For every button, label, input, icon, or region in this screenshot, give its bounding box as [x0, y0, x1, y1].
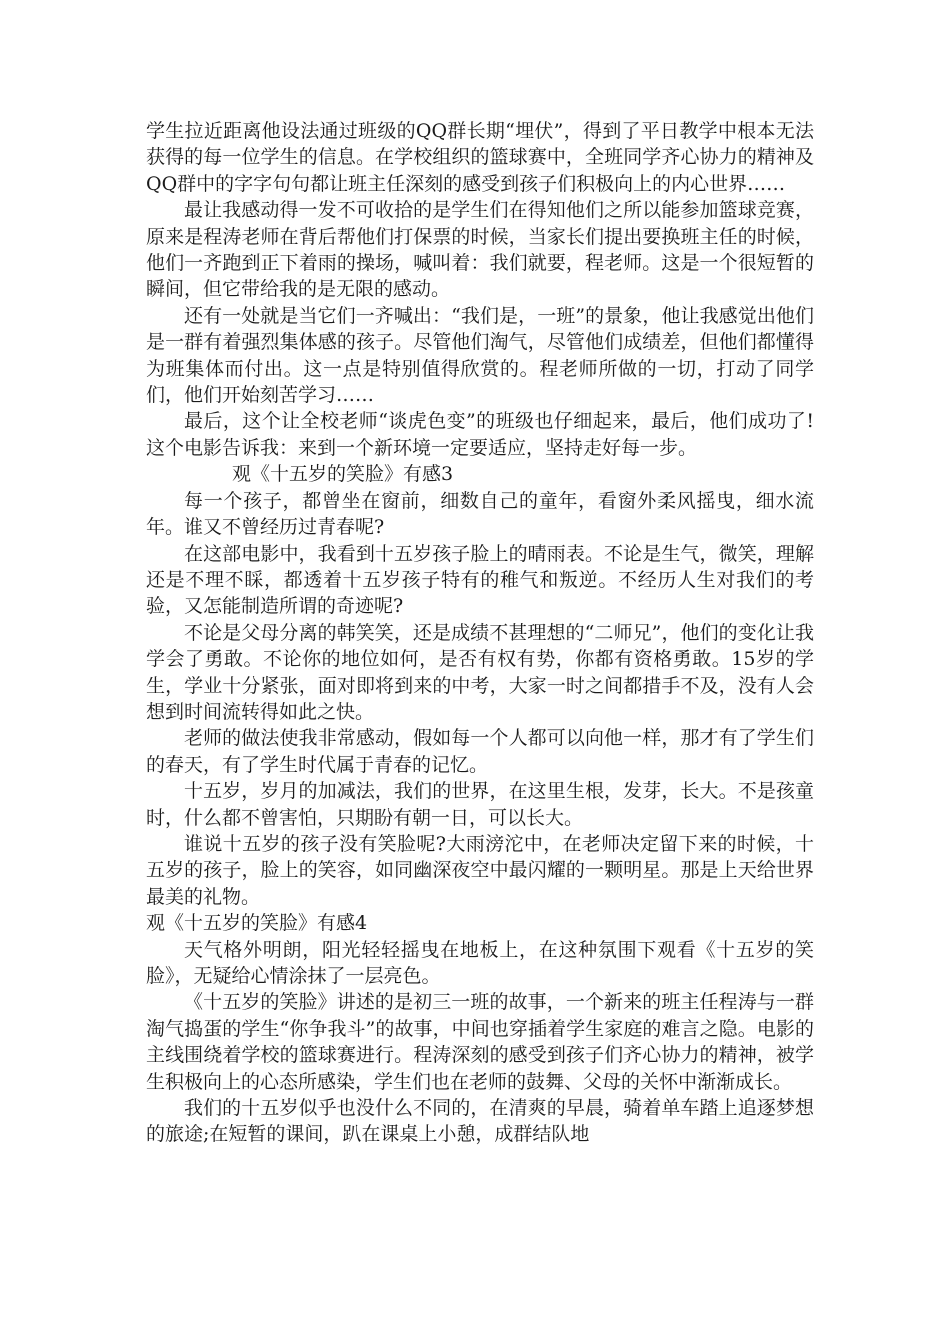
- paragraph: 在这部电影中，我看到十五岁孩子脸上的晴雨表。不论是生气，微笑，理解还是不理不睬，都透着十五岁孩子特有的稚气和叛逆。不经历人生对我们的考验，又怎能制造所谓的奇迹呢?: [146, 542, 814, 618]
- paragraph: 谁说十五岁的孩子没有笑脸呢?大雨滂沱中，在老师决定留下来的时候，十五岁的孩子，脸上的笑容，如同幽深夜空中最闪耀的一颗明星。那是上天给世界最美的礼物。: [146, 832, 814, 908]
- paragraph: 天气格外明朗，阳光轻轻摇曳在地板上，在这种氛围下观看《十五岁的笑脸》，无疑给心情涂抹了一层亮色。: [146, 938, 814, 987]
- paragraph: 老师的做法使我非常感动，假如每一个人都可以向他一样，那才有了学生们的春天，有了学生时代属于青春的记忆。: [146, 727, 814, 776]
- paragraph: 学生拉近距离他设法通过班级的QQ群长期“埋伏”，得到了平日教学中根本无法获得的每一位学生的信息。在学校组织的篮球赛中，全班同学齐心协力的精神及QQ群中的字字句句都让班主任深刻的感受到孩子们积极向上的内心世界……: [146, 120, 814, 195]
- paragraph: 我们的十五岁似乎也没什么不同的，在清爽的早晨，骑着单车踏上追逐梦想的旅途;在短暂的课间，趴在课桌上小憩，成群结队地: [146, 1097, 814, 1146]
- paragraph: 不论是父母分离的韩笑笑，还是成绩不甚理想的“二师兄”，他们的变化让我学会了勇敢。不论你的地位如何，是否有权有势，你都有资格勇敢。15岁的学生，学业十分紧张，面对即将到来的中考，大家一时之间都措手不及，没有人会想到时间流转得如此之快。: [146, 621, 814, 723]
- section-heading: 观《十五岁的笑脸》有感4: [146, 912, 368, 935]
- paragraph: 每一个孩子，都曾坐在窗前，细数自己的童年，看窗外柔风摇曳，细水流年。谁又不曾经历过青春呢?: [146, 489, 814, 539]
- paragraph: 最让我感动得一发不可收拾的是学生们在得知他们之所以能参加篮球竞赛，原来是程涛老师在背后帮他们打保票的时候，当家长们提出要换班主任的时候，他们一齐跑到正下着雨的操场，喊叫着：我们就要，程老师。这是一个很短暂的瞬间，但它带给我的是无限的感动。: [146, 199, 814, 301]
- paragraph: 还有一处就是当它们一齐喊出：“我们是，一班”的景象，他让我感觉出他们是一群有着强烈集体感的孩子。尽管他们淘气，尽管他们成绩差，但他们都懂得为班集体而付出。这一点是特别值得欣赏的。程老师所做的一切，打动了同学们，他们开始刻苦学习……: [146, 304, 814, 407]
- section-heading: 观《十五岁的笑脸》有感3: [232, 463, 454, 486]
- paragraph: 最后，这个让全校老师“谈虎色变”的班级也仔细起来，最后，他们成功了!这个电影告诉我：来到一个新环境一定要适应，坚持走好每一步。: [146, 410, 814, 459]
- paragraph: 十五岁，岁月的加减法，我们的世界，在这里生根，发芽，长大。不是孩童时，什么都不曾害怕，只期盼有朝一日，可以长大。: [146, 780, 814, 829]
- document-body: [146, 118, 814, 1148]
- paragraph: 《十五岁的笑脸》讲述的是初三一班的故事，一个新来的班主任程涛与一群淘气捣蛋的学生“你争我斗”的故事，中间也穿插着学生家庭的难言之隐。电影的主线围绕着学校的篮球赛进行。程涛深刻的感受到孩子们齐心协力的精神，被学生积极向上的心态所感染，学生们也在老师的鼓舞、父母的关怀中渐渐成长。: [146, 991, 814, 1093]
